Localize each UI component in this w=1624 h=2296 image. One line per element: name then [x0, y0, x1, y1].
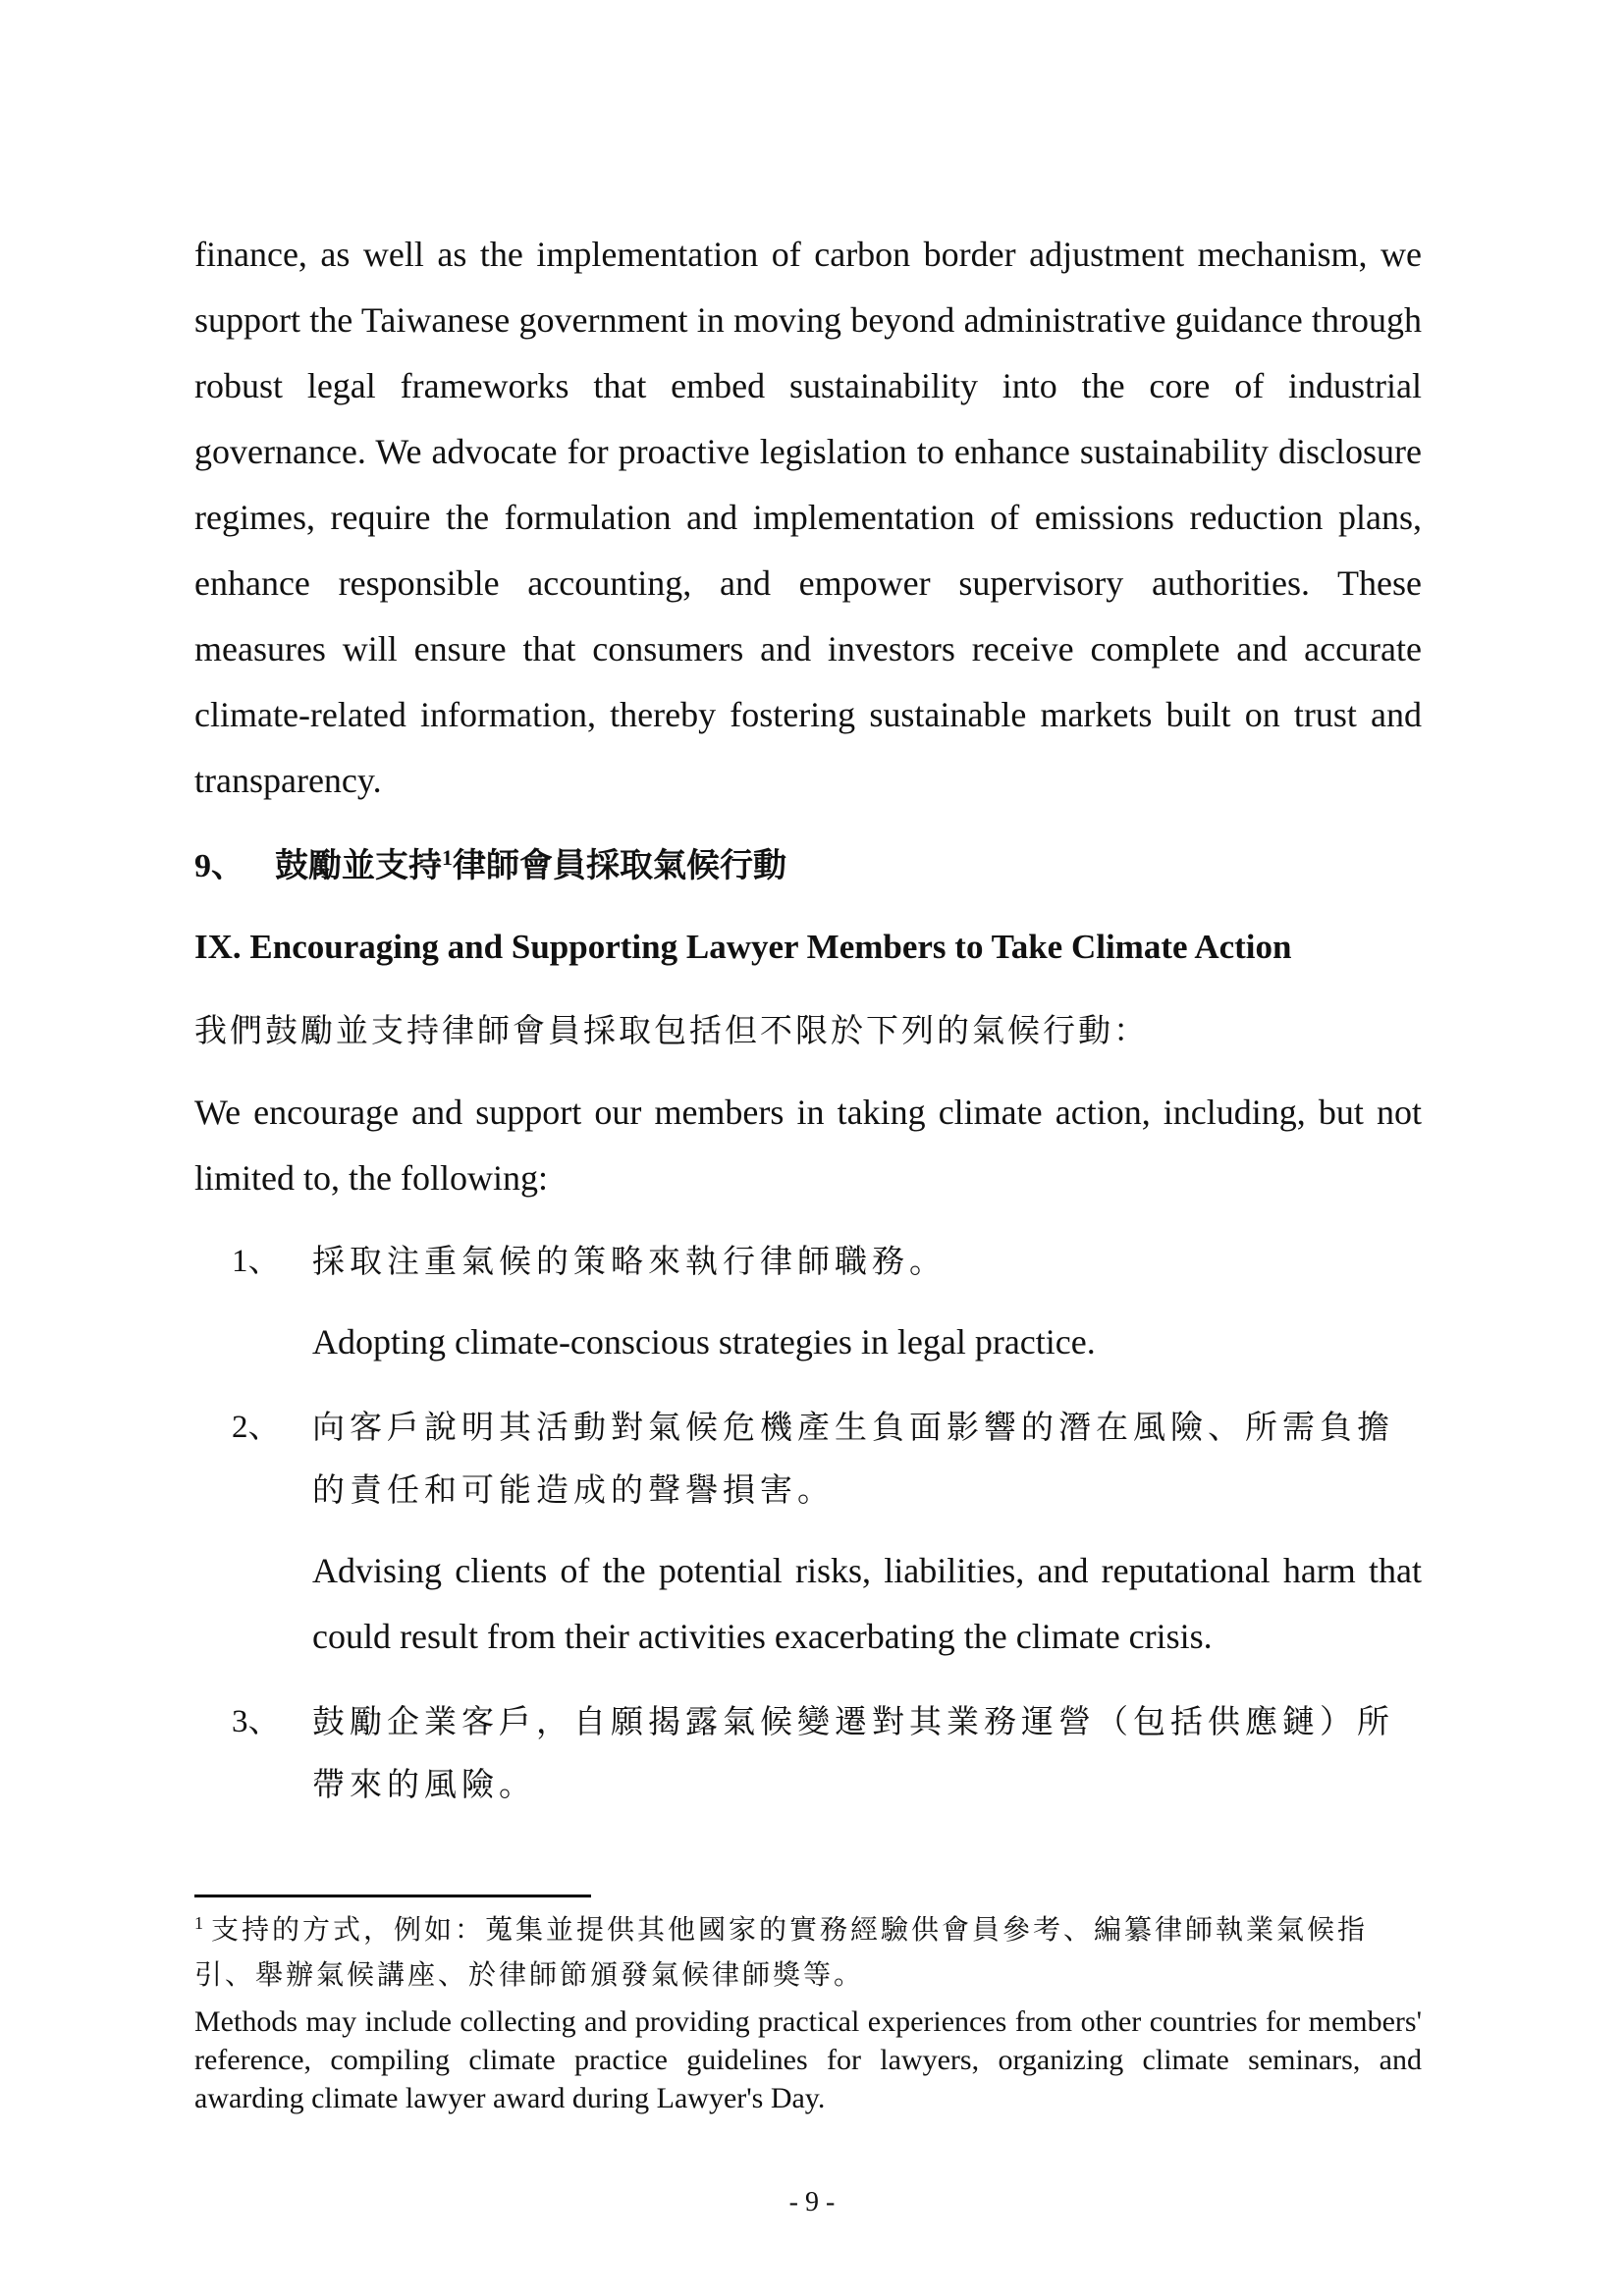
- intro-text-cn: 我們鼓勵並支持律師會員採取包括但不限於下列的氣候行動：: [194, 1011, 1149, 1049]
- footnote-body-cn: 支持的方式，例如：蒐集並提供其他國家的實務經驗供會員參考、編纂律師執業氣候指引、舉辦氣候講座、於律師節頒發氣候律師獎等。: [194, 1913, 1369, 1991]
- list-item-number: 1、: [232, 1244, 281, 1279]
- footnote-separator: [194, 1895, 591, 1897]
- intro-text-en: We encourage and support our members in taking climate action, including, but not limited to, the following:: [194, 1093, 1422, 1198]
- footnote-marker: 1: [194, 1913, 203, 1933]
- footnote-text-cn: [194, 1907, 1422, 1998]
- page-number: - 9 -: [788, 2187, 836, 2217]
- footnote-text-en: Methods may include collecting and providing practical experiences from other countries for members' reference, compiling climate practice guidelines for lawyers, organizing climate seminars, and awarding climate lawyer award during Lawyer's Day.: [194, 2005, 1422, 2114]
- list-item-text-en: Advising clients of the potential risks, liabilities, and reputational harm that could result from their activities exacerbating the climate crisis.: [312, 1551, 1422, 1656]
- section-heading-en: IX. Encouraging and Supporting Lawyer Members to Take Climate Action: [194, 928, 1292, 966]
- list-item-text-cn: 向客戶說明其活動對氣候危機產生負面影響的潛在風險、所需負擔的責任和可能造成的聲譽損害。: [312, 1408, 1394, 1509]
- section-number: 9、: [194, 848, 244, 884]
- section-title-cn-part2: 律師會員採取氣候行動: [453, 846, 786, 885]
- list-item-text-en: Adopting climate-conscious strategies in legal practice.: [312, 1322, 1096, 1362]
- list-item-number: 2、: [232, 1410, 281, 1445]
- section-heading-cn: [194, 836, 1422, 896]
- footnote-reference[interactable]: 1: [442, 845, 453, 870]
- section-title-cn-part1: 鼓勵並支持: [275, 846, 442, 885]
- list-item-text-cn: 採取注重氣候的策略來執行律師職務。: [312, 1242, 947, 1280]
- list-item-text-cn: 鼓勵企業客戶，自願揭露氣候變遷對其業務運營（包括供應鏈）所帶來的風險。: [312, 1702, 1394, 1803]
- paragraph-continuation: finance, as well as the implementation of carbon border adjustment mechanism, we support the Taiwanese government in moving beyond administrative guidance through robust legal frameworks that embed sustainability into the core of industrial governance. We advocate for proactive legislation to enhance sustainability disclosure regimes, require the formulation and implementation of emissions reduction plans, enhance responsible accounting, and empower supervisory authorities. These measures will ensure that consumers and investors receive complete and accurate climate-related information, thereby fostering sustainable markets built on trust and transparency.: [194, 235, 1422, 800]
- list-item-number: 3、: [232, 1704, 281, 1739]
